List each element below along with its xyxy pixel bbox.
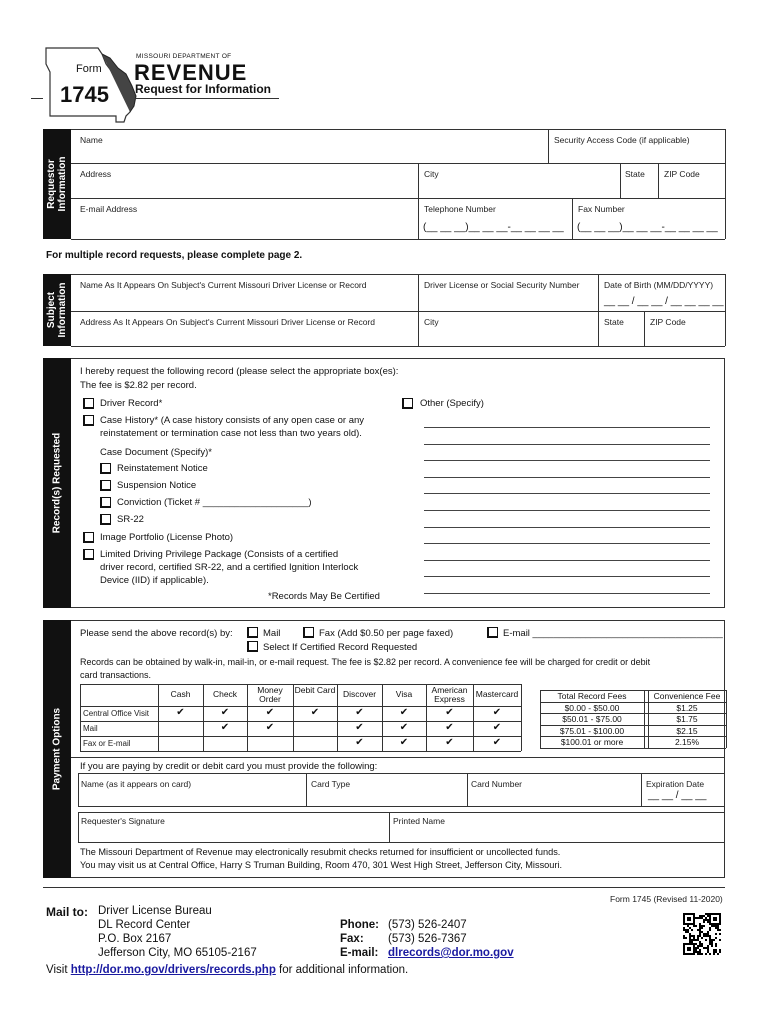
- requestor-sidebar: [43, 129, 71, 239]
- other-specify-line[interactable]: [424, 543, 710, 544]
- reinstatement-checkbox[interactable]: [100, 463, 111, 474]
- mail-to-label: Mail to:: [46, 905, 88, 919]
- payment-check-mark: ✔: [220, 707, 230, 718]
- form-number: 1745: [60, 82, 109, 107]
- suspension-label: Suspension Notice: [117, 480, 197, 491]
- visit-line: [46, 964, 408, 976]
- fee-table-cell: $0.00 - $50.00: [564, 702, 620, 713]
- payment-side-label: Payment Options: [51, 707, 63, 791]
- mail-checkbox[interactable]: [247, 627, 258, 638]
- payment-check-mark: ✔: [355, 722, 364, 733]
- payment-sidebar: [43, 620, 71, 878]
- payment-column-header: Visa: [395, 689, 413, 699]
- mail-address-2: DL Record Center: [98, 919, 191, 931]
- email-checkbox[interactable]: [487, 627, 498, 638]
- case-document-label: Case Document (Specify)*: [100, 447, 212, 458]
- card-type-field[interactable]: [308, 790, 465, 804]
- fax-number-label: Fax:: [340, 933, 364, 945]
- driver-record-label: Driver Record*: [100, 398, 163, 409]
- card-number-field[interactable]: [469, 790, 639, 804]
- license-ssn-label: Driver License or Social Security Number: [424, 280, 580, 290]
- expiration-field[interactable]: __ __ / __ __: [648, 790, 707, 801]
- phone-number: (573) 526-2407: [388, 919, 467, 931]
- subject-zip-label: ZIP Code: [650, 317, 686, 327]
- other-specify-line[interactable]: [424, 493, 710, 494]
- fee-table-header: Convenience Fee: [653, 691, 721, 701]
- payment-check-mark: ✔: [265, 722, 275, 733]
- fee-table-cell: $100.01 or more: [560, 737, 624, 747]
- payment-check-mark: ✔: [399, 737, 409, 748]
- subject-state-field[interactable]: [600, 328, 642, 344]
- dept-small: MISSOURI DEPARTMENT OF: [136, 53, 232, 60]
- payment-check-mark: ✔: [355, 707, 364, 718]
- records-website-link[interactable]: http://dor.mo.gov/drivers/records.php: [70, 964, 276, 976]
- payment-column-header: Debit Card: [294, 685, 336, 695]
- conviction-checkbox[interactable]: [100, 497, 111, 508]
- records-side-label: Record(s) Requested: [51, 432, 63, 534]
- case-history-checkbox[interactable]: [83, 415, 94, 426]
- requestor-name-label: Name: [80, 135, 103, 145]
- payment-column-header: Mastercard: [475, 689, 519, 699]
- payment-check-mark: ✔: [399, 707, 409, 718]
- certified-checkbox[interactable]: [247, 641, 258, 652]
- other-specify-line[interactable]: [424, 444, 710, 445]
- fee-table-cell: $50.01 - $75.00: [562, 714, 622, 724]
- subject-name-label: Name As It Appears On Subject's Current Missouri Driver License or Record: [80, 280, 367, 290]
- qr-code-icon: [683, 913, 721, 955]
- card-number-label: Card Number: [471, 779, 523, 789]
- other-specify-line[interactable]: [424, 576, 710, 577]
- records-fee: The fee is $2.82 per record.: [80, 380, 197, 391]
- phone-label: Phone:: [340, 919, 379, 931]
- image-portfolio-label: Image Portfolio (License Photo): [100, 532, 234, 543]
- image-portfolio-checkbox[interactable]: [83, 532, 94, 543]
- fee-table-header: Total Record Fees: [557, 691, 627, 701]
- mail-label: Mail: [263, 628, 281, 639]
- subject-city-label: City: [424, 317, 439, 327]
- email-option-label: E-mail ____________________________________: [503, 628, 723, 639]
- requestor-zip-label: ZIP Code: [664, 169, 700, 179]
- other-specify-line[interactable]: [424, 427, 710, 428]
- payment-check-mark: ✔: [176, 707, 185, 718]
- subject-address-field[interactable]: [72, 328, 416, 344]
- other-checkbox[interactable]: [402, 398, 413, 409]
- fee-table-cell: 2.15%: [674, 737, 700, 747]
- obtain-note: Records can be obtained by walk-in, mail-in, or e-mail request. The fee is $2.82 per record. A convenience fee will be charged for credit or debit: [80, 657, 651, 667]
- printed-name-field[interactable]: [391, 827, 723, 840]
- ldp-label: Limited Driving Privilege Package (Consists of a certified: [100, 549, 339, 560]
- payment-column-header: Money Order: [257, 685, 283, 704]
- requestor-state-field[interactable]: [622, 181, 656, 196]
- other-specify-line[interactable]: [424, 510, 710, 511]
- security-code-field[interactable]: [550, 147, 723, 161]
- other-specify-line[interactable]: [424, 527, 710, 528]
- payment-row-label: Fax or E-mail: [83, 739, 131, 748]
- suspension-checkbox[interactable]: [100, 480, 111, 491]
- subject-state-label: State: [604, 317, 624, 327]
- payment-column-header: Check: [212, 689, 238, 699]
- subject-side-label: Subject Information: [46, 282, 68, 338]
- other-label: Other (Specify): [420, 398, 484, 409]
- driver-record-checkbox[interactable]: [83, 398, 94, 409]
- payment-check-mark: ✔: [445, 722, 454, 733]
- telephone-label: Telephone Number: [424, 204, 496, 214]
- dob-label: Date of Birth (MM/DD/YYYY): [604, 280, 714, 290]
- payment-check-mark: ✔: [492, 707, 502, 718]
- dob-field[interactable]: __ __ / __ __ / __ __ __ __: [604, 296, 724, 307]
- subject-address-label: Address As It Appears On Subject's Current Missouri Driver License or Record: [80, 317, 375, 327]
- requestor-city-field[interactable]: [420, 181, 618, 196]
- requestor-name-field[interactable]: [72, 147, 546, 161]
- form-title: Request for Information: [135, 82, 272, 96]
- conviction-label: Conviction (Ticket # ____________________): [117, 497, 312, 508]
- payment-check-mark: ✔: [492, 737, 502, 748]
- payment-check-mark: ✔: [492, 722, 502, 733]
- requestor-city-label: City: [424, 169, 439, 179]
- fax-field[interactable]: (__ __ __)__ __ __-__ __ __ __: [577, 222, 718, 233]
- fax-option-label: Fax (Add $0.50 per page faxed): [319, 628, 454, 639]
- payment-check-mark: ✔: [310, 707, 320, 718]
- reinstatement-label: Reinstatement Notice: [117, 463, 208, 474]
- payment-check-mark: ✔: [265, 707, 275, 718]
- other-specify-line[interactable]: [424, 477, 710, 478]
- fax-checkbox[interactable]: [303, 627, 314, 638]
- ldp-label-2: driver record, certified SR-22, and a certified Ignition Interlock: [100, 562, 359, 573]
- signature-field[interactable]: [80, 827, 387, 840]
- subject-name-field[interactable]: [72, 292, 416, 309]
- payment-check-mark: ✔: [220, 722, 230, 733]
- fee-table-cell: $75.01 - $100.00: [559, 725, 625, 736]
- subject-zip-field[interactable]: [646, 328, 723, 344]
- card-type-label: Card Type: [311, 779, 351, 789]
- obtain-note-2: card transactions.: [80, 670, 152, 680]
- payment-column-header: American Express: [431, 685, 468, 704]
- requestor-side-label: Requestor Information: [46, 156, 68, 212]
- certified-label: Select If Certified Record Requested: [263, 642, 418, 653]
- form-label: Form: [76, 63, 102, 75]
- subject-sidebar: [43, 274, 71, 346]
- sr22-checkbox[interactable]: [100, 514, 111, 525]
- other-specify-line[interactable]: [424, 460, 710, 461]
- other-specify-line[interactable]: [424, 593, 710, 594]
- email-label: E-mail:: [340, 947, 379, 959]
- dept-logo-text: REVENUE: [134, 60, 248, 85]
- requestor-state-label: State: [625, 169, 645, 179]
- fax-label: Fax Number: [578, 204, 625, 214]
- printed-name-label: Printed Name: [393, 816, 445, 826]
- case-history-label: Case History* (A case history consists of any open case or any: [100, 415, 365, 426]
- visit-central-note: You may visit us at Central Office, Harry S Truman Building, Room 470, 301 West High Street, Jefferson City, Missouri.: [80, 860, 563, 870]
- certified-note: *Records May Be Certified: [268, 591, 380, 602]
- case-history-label-2: reinstatement or termination case not less than two years old).: [100, 428, 362, 439]
- telephone-field[interactable]: (__ __ __)__ __ __-__ __ __ __: [423, 222, 564, 233]
- visit-prefix: Visit: [46, 964, 68, 976]
- signature-label: Requester's Signature: [81, 816, 165, 826]
- mail-address-4: Jefferson City, MO 65105-2167: [98, 947, 257, 959]
- card-name-label: Name (as it appears on card): [81, 779, 192, 789]
- fee-table-cell: $1.25: [676, 702, 698, 713]
- payment-check-mark: ✔: [399, 722, 409, 733]
- resubmit-note: The Missouri Department of Revenue may electronically resubmit checks returned for insufficient or uncollected funds.: [80, 847, 561, 857]
- email-address-label: E-mail Address: [80, 204, 138, 214]
- visit-suffix: for additional information.: [279, 964, 409, 976]
- payment-row-label: Mail: [83, 724, 98, 733]
- card-name-field[interactable]: [80, 790, 304, 804]
- payment-check-mark: ✔: [445, 737, 454, 748]
- records-sidebar: [43, 358, 71, 608]
- ldp-label-3: Device (IID) if applicable).: [100, 575, 209, 586]
- fee-table-cell: $1.75: [676, 714, 698, 724]
- payment-check-mark: ✔: [355, 737, 364, 748]
- form-revised: Form 1745 (Revised 11-2020): [610, 894, 723, 904]
- mail-address-3: P.O. Box 2167: [98, 933, 172, 945]
- payment-column-header: Discover: [342, 689, 377, 699]
- payment-check-mark: ✔: [445, 707, 454, 718]
- payment-column-header: Cash: [170, 689, 191, 699]
- requestor-zip-field[interactable]: [660, 181, 723, 196]
- requestor-address-field[interactable]: [72, 181, 416, 196]
- card-note: If you are paying by credit or debit card you must provide the following:: [80, 761, 378, 772]
- email-address-field[interactable]: [72, 215, 416, 237]
- security-code-label: Security Access Code (if applicable): [554, 135, 690, 145]
- records-intro: I hereby request the following record (please select the appropriate box(es):: [80, 366, 399, 377]
- send-by-label: Please send the above record(s) by:: [80, 628, 233, 639]
- license-ssn-field[interactable]: [420, 292, 596, 309]
- email-link[interactable]: dlrecords@dor.mo.gov: [388, 947, 514, 959]
- subject-city-field[interactable]: [420, 328, 596, 344]
- requestor-address-label: Address: [80, 169, 112, 179]
- multiple-requests-note: For multiple record requests, please complete page 2.: [46, 250, 303, 261]
- payment-row-label: Central Office Visit: [83, 709, 149, 718]
- expiration-label: Expiration Date: [646, 779, 705, 789]
- mail-address-1: Driver License Bureau: [98, 905, 212, 917]
- fax-number: (573) 526-7367: [388, 933, 467, 945]
- other-specify-line[interactable]: [424, 560, 710, 561]
- ldp-checkbox[interactable]: [83, 549, 94, 560]
- fee-table-cell: $2.15: [676, 725, 698, 736]
- sr22-label: SR-22: [117, 514, 144, 525]
